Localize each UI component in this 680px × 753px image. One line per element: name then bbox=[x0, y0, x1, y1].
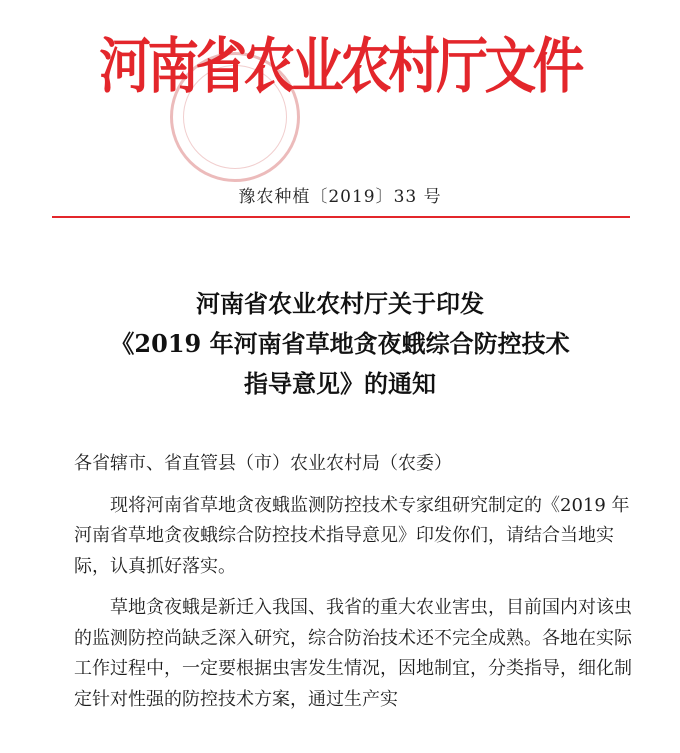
red-divider-line bbox=[52, 216, 630, 218]
notice-title-line-1: 河南省农业农村厅关于印发 bbox=[196, 289, 484, 318]
body-paragraph-1: 现将河南省草地贪夜蛾监测防控技术专家组研究制定的《2019 年河南省草地贪夜蛾综合防控技术指导意见》印发你们，请结合当地实际，认真抓好落实。 bbox=[74, 494, 630, 577]
salutation: 各省辖市、省直管县（市）农业农村局（农委） bbox=[74, 453, 452, 474]
document-number: 豫农种植〔2019〕33 号 bbox=[238, 187, 442, 207]
body-paragraph-2: 草地贪夜蛾是新迁入我国、我省的重大农业害虫，目前国内对该虫的监测防控尚缺乏深入研究，综合防治技术还不完全成熟。各地在实际工作过程中，一定要根据虫害发生情况，因地制宜，分类指导，细化制定针对性强的防控技术方案，通过生产实 bbox=[74, 597, 632, 710]
notice-title-line-2: 《2019 年河南省草地贪夜蛾综合防控技术 bbox=[110, 329, 570, 358]
notice-title-line-3: 指导意见》的通知 bbox=[244, 369, 436, 398]
document-body bbox=[74, 449, 640, 715]
document-header-title: 河南省农业农村厅文件 bbox=[99, 32, 581, 102]
notice-title bbox=[80, 284, 600, 404]
